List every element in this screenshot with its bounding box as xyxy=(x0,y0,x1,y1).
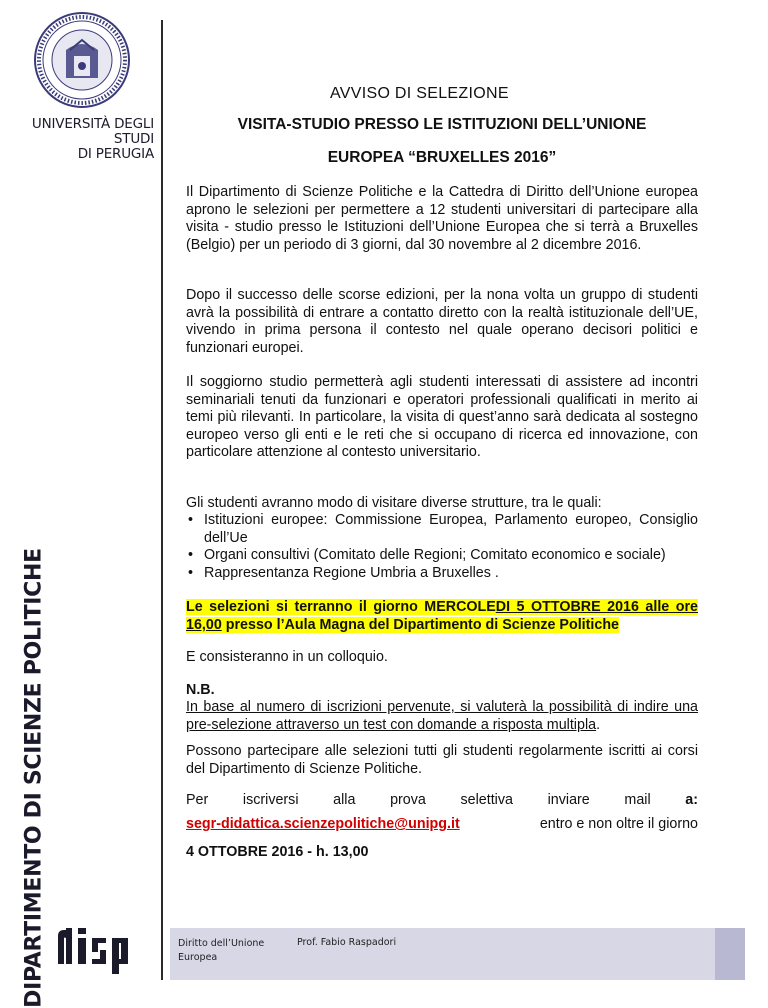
enroll-word: selettiva xyxy=(460,792,513,808)
enroll-word: prova xyxy=(390,792,426,808)
university-name xyxy=(14,117,154,162)
paragraph-interview: E consisteranno in un colloquio. xyxy=(186,649,388,665)
footer-course-line1: Diritto dell’Unione xyxy=(178,938,265,949)
email-link[interactable]: segr-didattica.scienzepolitiche@unipg.it xyxy=(186,816,460,832)
title-line-2: EUROPEA “BRUXELLES 2016” xyxy=(327,149,557,166)
disp-logo-icon xyxy=(58,926,140,976)
enroll-instructions xyxy=(186,792,698,808)
enroll-word: mail xyxy=(624,792,651,808)
paragraph-visits-intro: Gli studenti avranno modo di visitare diverse strutture, tra le quali: xyxy=(186,495,602,511)
enroll-word: inviare xyxy=(547,792,590,808)
footer-accent-block xyxy=(715,928,745,980)
paragraph-intro: Il Dipartimento di Scienze Politiche e la Cattedra di Diritto dell’Unione europea aprono le selezioni per permettere a 12 studenti universitari di partecipare alla visita - studio presso le Istituzioni dell’Unione Europea che si terrà a Bruxelles (Belgio) per un periodo di 3 giorni, dal 30 novembre al 2 dicembre 2016. xyxy=(186,184,698,253)
visit-list xyxy=(186,512,698,582)
nb-text xyxy=(186,699,698,734)
enroll-word: alla xyxy=(333,792,356,808)
nb-text-body: In base al numero di iscrizioni pervenute, si valuterà la possibilità di indire una pre-selezione attraverso un test con domande a risposta multipla xyxy=(186,699,698,733)
university-name-line2: DI PERUGIA xyxy=(77,146,154,162)
university-seal-icon xyxy=(32,10,132,110)
margin-divider-line xyxy=(161,20,163,980)
deadline-text: 4 OTTOBRE 2016 - h. 13,00 xyxy=(186,844,369,860)
email-line xyxy=(186,816,698,832)
email-after-text: entro e non oltre il giorno xyxy=(539,816,698,832)
selection-date-highlight xyxy=(186,598,698,634)
paragraph-eligibility: Possono partecipare alle selezioni tutti gli studenti regolarmente iscritti ai corsi del Dipartimento di Scienze Politiche. xyxy=(186,743,698,777)
university-name-line1: UNIVERSITÀ DEGLI STUDI xyxy=(31,116,154,147)
footer-professor: Prof. Fabio Raspadori xyxy=(297,937,397,948)
list-item: • Organi consultivi (Comitato delle Regioni; Comitato economico e sociale) xyxy=(186,547,698,565)
nb-text-end: . xyxy=(596,716,601,733)
enroll-word: a: xyxy=(685,792,698,808)
nb-heading: N.B. xyxy=(186,682,215,698)
department-vertical-label xyxy=(16,548,52,1008)
highlight-text-2: presso l’Aula Magna del Dipartimento di Scienze Politiche xyxy=(221,617,620,633)
highlight-text-1: Le selezioni si terranno il giorno MERCOLE xyxy=(186,599,496,615)
list-item: • Rappresentanza Regione Umbria a Bruxelles . xyxy=(186,565,698,583)
notice-heading: AVVISO DI SELEZIONE xyxy=(330,85,509,102)
list-item: • Istituzioni europee: Commissione Europea, Parlamento europeo, Consiglio dell’Ue xyxy=(186,512,698,547)
footer-course xyxy=(178,937,264,965)
footer-course-line2: Europea xyxy=(178,952,218,963)
department-vertical-text: DIPARTIMENTO DI SCIENZE POLITICHE xyxy=(21,548,47,1008)
enroll-word: Per xyxy=(186,792,209,808)
title-line-1: VISITA-STUDIO PRESSO LE ISTITUZIONI DELL’UNIONE xyxy=(237,116,647,133)
paragraph-program: Il soggiorno studio permetterà agli studenti interessati di assistere ad incontri seminariali tenuti da funzionari e operatori professionali qualificati in merito ai temi più rilevanti. In particolare, la visita di quest’anno sarà dedicata al sostegno europeo verso gli enti e le reti che si occupano di ricerca ed innovazione, con particolare attenzione al contesto universitario. xyxy=(186,374,698,460)
highlight-date-underlined: DI 5 OTTOBRE 2016 alle ore 16,00 xyxy=(186,599,698,633)
paragraph-success: Dopo il successo delle scorse edizioni, per la nona volta un gruppo di studenti avrà la possibilità di entrare a contatto diretto con la realtà istituzionale dell’UE, vivendo in prima persona il contesto nel quale operano decisori politici e funzionari europei. xyxy=(186,287,698,356)
enroll-word: iscriversi xyxy=(242,792,299,808)
